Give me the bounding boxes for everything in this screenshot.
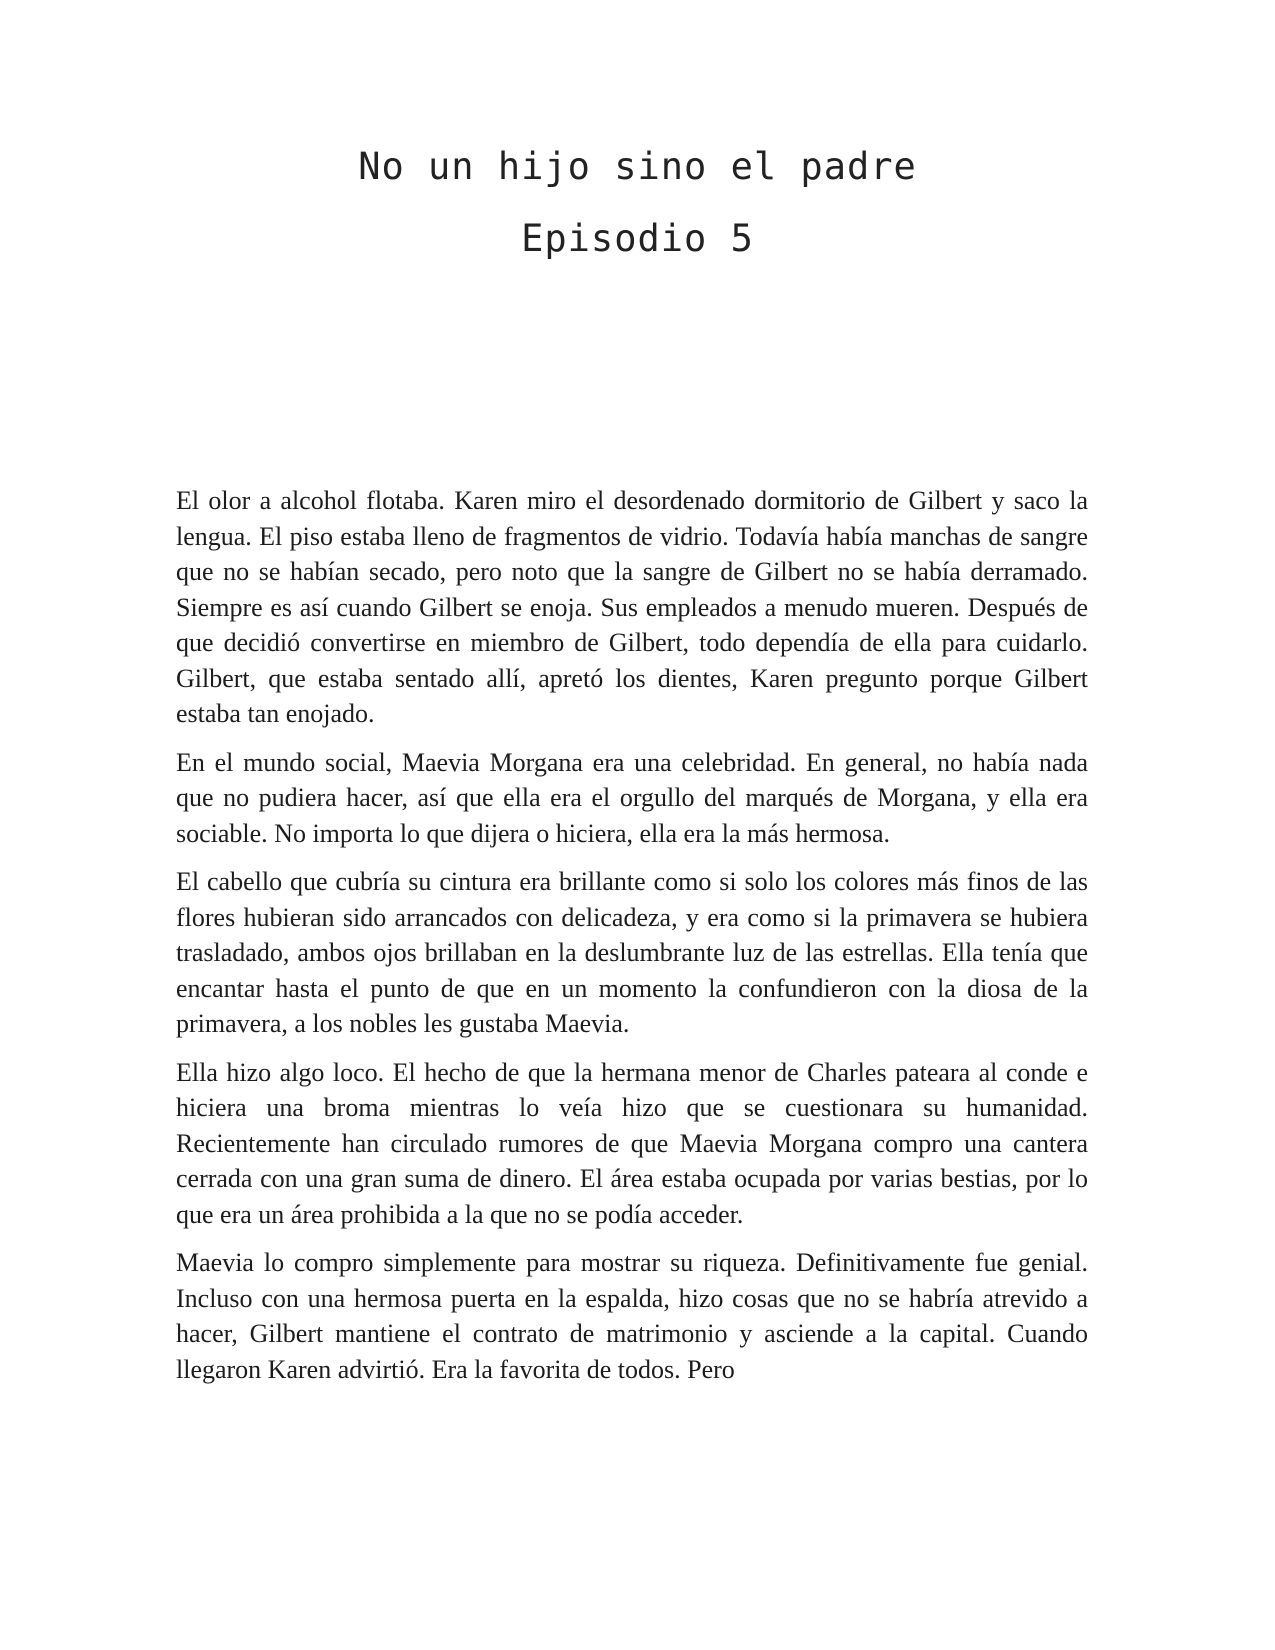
title-block — [0, 142, 1275, 264]
paragraph: El cabello que cubría su cintura era brillante como si solo los colores más finos de las flores hubieran sido arrancados con delicadeza, y era como si la primavera se hubiera trasladado, ambos ojos brillaban en la deslumbrante luz de las estrellas. Ella tenía que encantar hasta el punto de que en un momento la confundieron con la diosa de la primavera, a los nobles les gustaba Maevia. — [176, 867, 1088, 1038]
episode-heading: Episodio 5 — [521, 217, 754, 260]
paragraph: Ella hizo algo loco. El hecho de que la hermana menor de Charles pateara al conde e hiciera una broma mientras lo veía hizo que se cuestionara su humanidad. Recientemente han circulado rumores de que Maevia Morgana compro una cantera cerrada con una gran suma de dinero. El área estaba ocupada por varias bestias, por lo que era un área prohibida a la que no se podía acceder. — [176, 1057, 1088, 1229]
paragraph: El olor a alcohol flotaba. Karen miro el desordenado dormitorio de Gilbert y saco la lengua. El piso estaba lleno de fragmentos de vidrio. Todavía había manchas de sangre que no se habían secado, pero noto que la sangre de Gilbert no se había derramado. Siempre es así cuando Gilbert se enoja. Sus empleados a menudo mueren. Después de que decidió convertirse en miembro de Gilbert, todo dependía de ella para cuidarlo. Gilbert, que estaba sentado allí, apretó los dientes, Karen pregunto porque Gilbert estaba tan enojado. — [176, 486, 1088, 728]
paragraph: En el mundo social, Maevia Morgana era una celebridad. En general, no había nada que no pudiera hacer, así que ella era el orgullo del marqués de Morgana, y ella era sociable. No importa lo que dijera o hiciera, ella era la más hermosa. — [176, 747, 1088, 848]
body-text — [176, 483, 1088, 1400]
paragraph: Maevia lo compro simplemente para mostrar su riqueza. Definitivamente fue genial. Incluso con una hermosa puerta en la espalda, hizo cosas que no se habría atrevido a hacer, Gilbert mantiene el contrato de matrimonio y asciende a la capital. Cuando llegaron Karen advirtió. Era la favorita de todos. Pero — [176, 1248, 1088, 1384]
document-title: No un hijo sino el padre — [358, 145, 917, 188]
